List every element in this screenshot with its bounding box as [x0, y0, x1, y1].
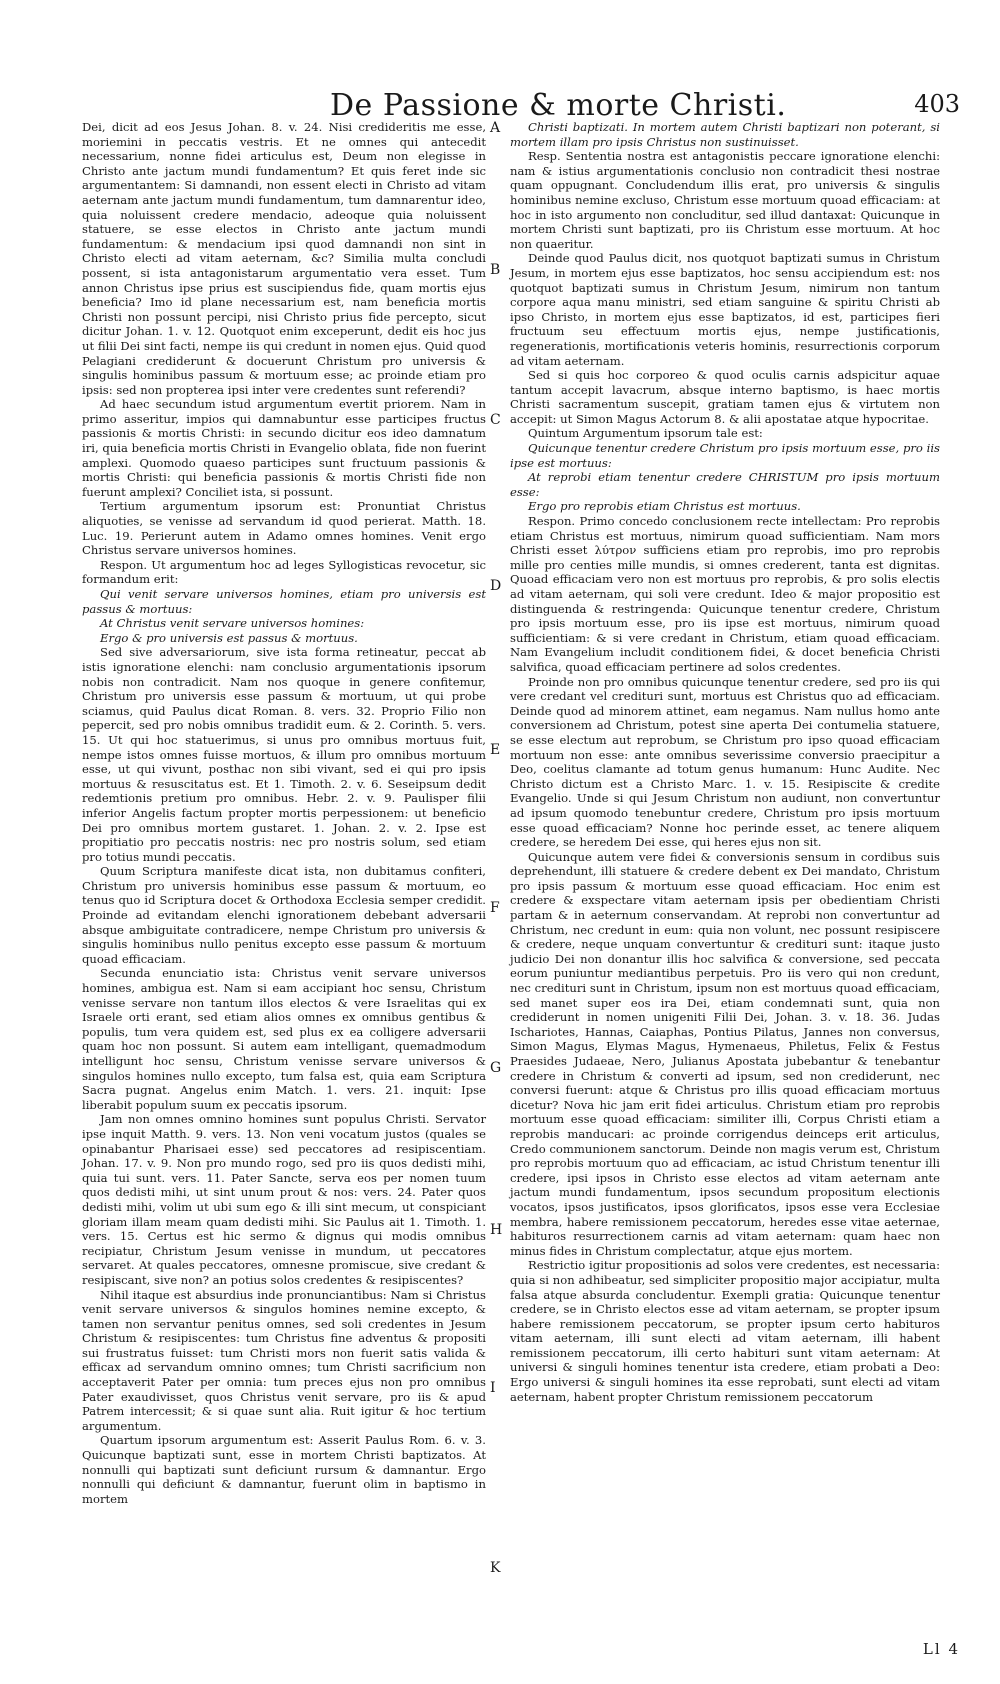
- margin-letter: F: [490, 900, 500, 916]
- paragraph: Dei, dicit ad eos Jesus Johan. 8. v. 24. Nisi credideritis me esse, moriemini in peccatis vestris. Et ne omnes qui antecedit necessarium, nonne fidei articulus est, Deum non elegisse in Christo ante jactum mundi fundamentum? Et quis feret inde sic argumentantem: Si damnandi, non essent electi in Christo ad vitam aeternam ante jactum mundi fundamentum, tum damnarentur ideo, quia noluissent credere mendacio, adeoque quia noluissent statuere, se esse electos in Christo ante jactum mundi fundamentum: & mendacium ipsi quod damnandi non sint in Christo electi ad vitam aeternam, &c? Similia multa concludi possent, si ista antagonistarum argumentatio vera esset. Tum annon Christus ipse prius est suscipiendus fide, quam mortis ejus beneficia? Imo id plane necessarium est, nam beneficia mortis Christi non possunt percipi, nisi Christo prius fide percepto, sicut dicitur Johan. 1. v. 12. Quotquot enim exceperunt, dedit eis hoc jus ut filii Dei sint facti, nempe iis qui credunt in nomen ejus. Quid quod Pelagiani crediderunt & docuerunt Christum pro universis & singulis hominibus passum & mortuum esse; ac proinde etiam pro ipsis: sed non propterea ipsi inter vere credentes sunt referendi?: [82, 120, 486, 397]
- paragraph: Nihil itaque est absurdius inde pronunciantibus: Nam si Christus venit servare universos & singulos homines nemine excepto, & tamen non servantur penitus omnes, sed soli credentes in Jesum Christum & resipiscentes: tum Christus fine adventus & propositi sui frustratus fuisset: tum Christi mors non fuerit satis valida & efficax ad servandum omnino omnes; tum Christi sacrificium non acceptaverit Pater per omnia: tum preces ejus non pro omnibus Pater exaudivisset, quos Christus venit servare, pro iis & apud Patrem intercessit; & si quae sunt alia. Ruit igitur & hoc tertium argumentum.: [82, 1287, 486, 1433]
- paragraph: Sed sive adversariorum, sive ista forma retineatur, peccat ab istis ignoratione elenchi: nam conclusio argumentationis ipsorum nobis non contradicit. Nam nos quoque in genere confitemur, Christum pro universis esse passum & mortuum, ut qui probe sciamus, quid Paulus dicat Roman. 8. vers. 32. Proprio Filio non pepercit, sed pro nobis omnibus tradidit eum. & 2. Corinth. 5. vers. 15. Ut qui hoc statuerimus, si unus pro omnibus mortuus fuit, nempe istos omnes fuisse mortuos, & illum pro omnibus mortuum esse, ut qui vivunt, posthac non sibi vivant, sed ei qui pro ipsis mortuus & resuscitatus est. Et 1. Timoth. 2. v. 6. Seseipsum dedit redemtionis pretium pro omnibus. Hebr. 2. v. 9. Paulisper filii inferior Angelis factum propter mortis perpessionem: ut beneficio Dei pro omnibus mortem gustaret. 1. Johan. 2. v. 2. Ipse est propitiatio pro peccatis nostris: nec pro nostris solum, sed etiam pro totius mundi peccatis.: [82, 645, 486, 864]
- paragraph: Quicunque tenentur credere Christum pro ipsis mortuum esse, pro iis ipse est mortuus:: [510, 441, 940, 470]
- paragraph: Tertium argumentum ipsorum est: Pronuntiat Christus aliquoties, se venisse ad servandum id quod perierat. Matth. 18. Luc. 19. Perierunt autem in Adamo omnes homines. Venit ergo Christus servare universos homines.: [82, 499, 486, 558]
- paragraph: Resp. Sententia nostra est antagonistis peccare ignoratione elenchi: nam & istius argumentationis conclusio non contradicit thesi nostrae quam oppugnant. Concludendum illis erat, pro universis & singulis hominibus nemine excluso, Christum esse mortuum quoad efficaciam: at hoc in isto argumento non concluditur, sed illud dantaxat: Quicunque in mortem Christi sunt baptizati, pro iis Christum esse mortuum. At hoc non quaeritur.: [510, 149, 940, 251]
- paragraph: Proinde non pro omnibus quicunque tenentur credere, sed pro iis qui vere credant vel credituri sunt, mortuus est Christus quo ad efficaciam. Deinde quod ad minorem attinet, eam negamus. Nam nullus homo ante conversionem ad Christum, potest sine aperta Dei contumelia statuere, se esse electum aut reprobum, se Christum pro ipso quoad efficaciam mortuum non esse: ante omnibus severissime conversio praecipitur a Deo, coelitus clamante ad totum genus humanum: Hunc Audite. Nec Christo dictum est a Christo Marc. 1. v. 15. Resipiscite & credite Evangelio. Unde si qui Jesum Christum non audiunt, non convertuntur ad ipsum quomodo tenebuntur credere, Christum pro ipsis mortuum esse quoad efficaciam? Nonne hoc perinde esset, ac tenere aliquem credere, se heredem Dei esse, qui heres ejus non sit.: [510, 674, 940, 850]
- paragraph: Jam non omnes omnino homines sunt populus Christi. Servator ipse inquit Matth. 9. vers. 13. Non veni vocatum justos (quales se opinabantur Pharisaei esse) sed peccatores ad resipiscentiam. Johan. 17. v. 9. Non pro mundo rogo, sed pro iis quos dedisti mihi, quia tui sunt. vers. 11. Pater Sancte, serva eos per nomen tuum quos dedisti mihi, ut sint unum prout & nos: vers. 24. Pater quos dedisti mihi, volim ut ubi sum ego & illi sint mecum, ut conspiciant gloriam illam meam quam dedisti mihi. Sic Paulus ait 1. Timoth. 1. vers. 15. Certus est hic sermo & dignus qui modis omnibus recipiatur, Christum Jesum venisse in mundum, ut peccatores servaret. At quales peccatores, omnesne promiscue, sive credant & resipiscant, sive non? an potius solos credentes & resipiscentes?: [82, 1112, 486, 1287]
- paragraph: At reprobi etiam tenentur credere CHRISTUM pro ipsis mortuum esse:: [510, 470, 940, 499]
- paragraph: At Christus venit servare universos homines:: [100, 616, 365, 631]
- margin-letter: B: [490, 262, 501, 278]
- paragraph: Quum Scriptura manifeste dicat ista, non dubitamus confiteri, Christum pro universis hominibus esse passum & mortuum, eo tenus quo id Scriptura docet & Orthodoxa Ecclesia semper credidit. Proinde ad evitandam elenchi ignorationem debebant adversarii absque ambiguitate contradicere, nempe Christum pro universis & singulis hominibus nullo penitus excepto esse passum & mortuum quoad efficaciam.: [82, 864, 486, 966]
- paragraph: Ergo & pro universis est passus & mortuus.: [100, 630, 358, 645]
- paragraph: Deinde quod Paulus dicit, nos quotquot baptizati sumus in Christum Jesum, in mortem ejus esse baptizatos, hoc sensu accipiendum est: nos quotquot baptizati sumus in Christum Jesum, nimirum non tantum corpore aqua manu ministri, sed etiam sanguine & spiritu Christi ab ipso Christo, in mortem ejus esse baptizatos, id est, participes fieri fructuum seu effectuum mortis ejus, nempe justificationis, regenerationis, mortificationis veteris hominis, resurrectionis corporum ad vitam aeternam.: [510, 251, 940, 368]
- paragraph: Christi baptizati. In mortem autem Christi baptizari non poterant, si mortem illam pro ipsis Christus non sustinuisset.: [510, 120, 940, 149]
- paragraph: Respon. Ut argumentum hoc ad leges Syllogisticas revocetur, sic formandum erit:: [82, 557, 486, 587]
- margin-letter: C: [490, 412, 501, 428]
- paragraph: Sed si quis hoc corporeo & quod oculis carnis adspicitur aquae tantum accepit lavacrum, absque interno baptismo, is haec mortis Christi sacramentum suscepit, gratiam tamen ejus & virtutem non accepit: ut Simon Magus Actorum 8. & alii apostatae atque hypocritae.: [510, 368, 940, 426]
- paragraph: Quicunque autem vere fidei & conversionis sensum in cordibus suis deprehendunt, illi statuere & credere debent ex Dei mandato, Christum pro ipsis passum & mortuum esse quoad efficaciam. Hoc enim est credere & exspectare vitam aeternam ipsis per obedientiam Christi partam & in aeternum conservandam. At reprobi non convertuntur ad Christum, nec credunt in eum: quia non volunt, nec possunt resipiscere & credere, neque unquam convertuntur & credituri sunt: itaque justo judicio Dei non donantur illis hoc salvifica & conversione, sed peccata eorum puniuntur mediantibus perpetuis. Pro iis vero qui non credunt, nec credituri sunt in Christum, ipsum non est mortuus quoad efficaciam, sed manet super eos ira Dei, etiam condemnati sunt, quia non crediderunt in nomen unigeniti Filii Dei, Johan. 3. v. 18. 36. Judas Ischariotes, Hannas, Caiaphas, Pontius Pilatus, Jannes non conversus, Simon Magus, Elymas Magus, Hymenaeus, Philetus, Felix & Festus Praesides Judaeae, Nero, Julianus Apostata jubebantur & tenebantur credere in Christum & converti ad ipsum, sed non crediderunt, nec conversi fuerunt: atque & Christus pro illis quoad efficaciam mortuus dicetur? Nova hic jam erit fidei articulus. Christum etiam pro reprobis mortuum esse quoad efficaciam: similiter illi, Corpus Christi etiam a reprobis manducari: ac proinde corrigendus deinceps erit articulus, Credo communionem sanctorum. Deinde non magis verum est, Christum pro reprobis mortuum quo ad efficaciam, ac istud Christum tenentur illi credere, ipsi ipsos in Christo esse electos ad vitam aeternam ante jactum mundi fundamentum, ipsos secundum propositum electionis vocatos, ipsos justificatos, ipsos glorificatos, ipsos esse vera Ecclesiae membra, habere remissionem peccatorum, heredes esse vitae aeternae, habituros resurrectionem carnis ad vitam aeternam: quam haec non minus fides in Christum complectatur, atque ejus mortem.: [510, 849, 940, 1258]
- margin-letter: I: [490, 1380, 496, 1396]
- paragraph: Ergo pro reprobis etiam Christus est mortuus.: [528, 499, 801, 514]
- margin-letter: K: [490, 1560, 501, 1576]
- margin-letter: A: [490, 120, 501, 136]
- margin-letter: H: [490, 1222, 503, 1238]
- paragraph: Secunda enunciatio ista: Christus venit servare universos homines, ambigua est. Nam si eam accipiant hoc sensu, Christum venisse servare non tantum illos electos & vere Israelitas qui ex Israele orti erant, sed etiam alios omnes ex omnibus gentibus & populis, tum vera quidem est, sed plus ex ea colligere adversarii quam hoc non possunt. Si autem eam intelligant, quemadmodum intelligunt hoc sensu, Christum venisse servare universos & singulos homines nullo excepto, tum falsa est, quia eam Scriptura Sacra pugnat. Angelus enim Match. 1. vers. 21. inquit: Ipse liberabit populum suum ex peccatis ipsorum.: [82, 966, 486, 1112]
- paragraph: Quartum ipsorum argumentum est: Asserit Paulus Rom. 6. v. 3. Quicunque baptizati sunt, esse in mortem Christi baptizatos. At nonnulli qui baptizati sunt deficiunt rursum & damnantur. Ergo nonnulli qui deficiunt & damnantur, fuerunt olim in baptismo in mortem: [82, 1433, 486, 1506]
- page-number: 403: [914, 90, 960, 118]
- margin-letter: E: [490, 742, 501, 758]
- paragraph: Ad haec secundum istud argumentum evertit priorem. Nam in primo asseritur, impios qui damnabuntur esse participes fructus passionis & mortis Christi: in secundo dicitur eos ideo damnatum iri, quia beneficia mortis Christi in Evangelio oblata, fide non fuerint amplexi. Quomodo quaeso participes sunt fructuum passionis & mortis Christi: qui beneficia passionis & mortis Christi fide non fuerunt amplexi? Conciliet ista, si possunt.: [82, 397, 486, 499]
- paragraph: Qui venit servare universos homines, etiam pro universis est passus & mortuus:: [82, 587, 486, 616]
- paragraph: Restrictio igitur propositionis ad solos vere credentes, est necessaria: quia si non adhibeatur, sed simpliciter propositio major accipiatur, multa falsa atque absurda concludentur. Exempli gratia: Quicunque tenentur credere, se in Christo electos esse ad vitam aeternam, se propter ipsum habere remissionem peccatorum, se propter ipsum certo habituros vitam aeternam, illi sunt electi ad vitam aeternam, illi habent remissionem peccatorum, illi certo habituri sunt vitam aeternam: At universi & singuli homines tenentur ista credere, etiam probati a Deo: Ergo universi & singuli homines ita esse reprobati, sunt electi ad vitam aeternam, habent propter Christum remissionem peccatorum: [510, 1258, 940, 1404]
- paragraph: Quintum Argumentum ipsorum tale est:: [528, 426, 763, 441]
- left-column: [82, 120, 486, 1506]
- signature-mark: Ll 4: [922, 1640, 960, 1658]
- right-column: [510, 120, 940, 1404]
- margin-letter: G: [490, 1060, 502, 1076]
- margin-letter: D: [490, 578, 502, 594]
- paragraph: Respon. Primo concedo conclusionem recte intellectam: Pro reprobis etiam Christus est mortuus, nimirum quoad sufficientiam. Nam mors Christi esset λύτρον sufficiens etiam pro reprobis, imo pro reprobis mille pro centies mille mundis, si omnes crederent, tanta est dignitas. Quoad efficaciam vero non est mortuus pro reprobis, & pro solis electis ad vitam aeternam, qui soli vere credunt. Ideo & major propositio est distinguenda & restringenda: Quicunque tenentur credere, Christum pro ipsis mortuum esse, pro iis ipse est mortuus, nimirum quoad sufficientiam: & si vere credant in Christum, etiam quoad efficaciam. Nam Evangelium includit conditionem fidei, & docet beneficia Christi salvifica, quoad efficaciam pertinere ad solos credentes.: [510, 514, 940, 674]
- page-title: De Passione & morte Christi.: [330, 88, 787, 123]
